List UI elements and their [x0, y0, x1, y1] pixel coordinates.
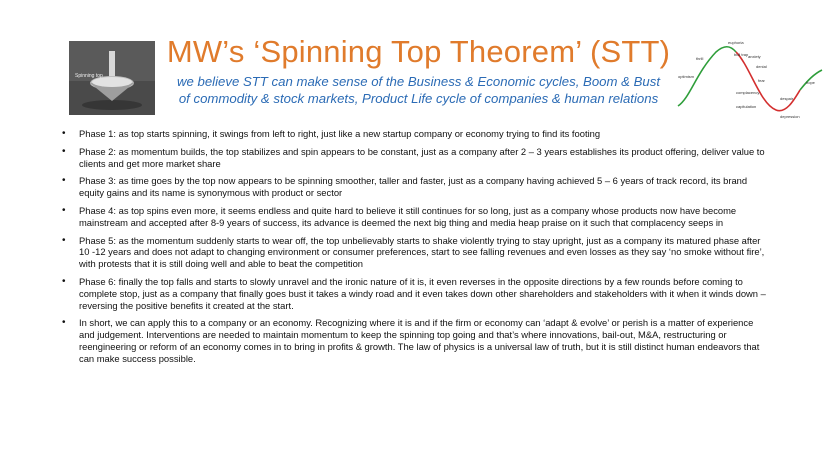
cycle-label-euphoria: euphoria	[728, 40, 744, 45]
cycle-label-denial: denial	[756, 64, 767, 69]
subtitle-line-1: we believe STT can make sense of the Business & Economic cycles, Boom & Bust	[176, 74, 661, 89]
cycle-label-despair: despair	[780, 96, 794, 101]
market-cycle-diagram	[676, 38, 824, 123]
phase-bullet-list	[60, 128, 770, 365]
photo-caption: Spinning top	[75, 73, 103, 79]
cycle-label-optimism: optimism	[678, 74, 695, 79]
cycle-label-anxiety: anxiety	[748, 54, 761, 59]
bullet-phase-1: • Phase 1: as top starts spinning, it swings from left to right, just like a new startup company or economy trying to find its footing	[60, 128, 770, 140]
spinning-top-photo	[69, 41, 155, 115]
bullet-phase-3: • Phase 3: as time goes by the top now appears to be spinning smoother, taller and faster, just as a company having achieved 5 – 6 years of track record, its brand equity gains and its name is synonymous with product or sector	[60, 175, 770, 199]
cycle-label-bull-trap: bull trap	[734, 52, 749, 57]
cycle-label-depression: depression	[780, 114, 800, 119]
bullet-summary: • In short, we can apply this to a company or an economy. Recognizing where it is and if the firm or economy can ‘adapt & evolve’ or perish is a matter of experience and judgement. Interventions are needed to maintain momentum to keep the spinning top going and that’s where innovations, bail-out, M&A, restructuring or reengineering or reform of an economy comes in to bring in profits & growth. The law of physics is a universal law of truth, but it is still distinct human endeavors that can make success possible.	[60, 317, 770, 364]
slide-title: MW’s ‘Spinning Top Theorem’ (STT)	[166, 34, 671, 69]
cycle-curve-falling	[736, 52, 800, 111]
bullet-phase-5: • Phase 5: as the momentum suddenly starts to wear off, the top unbelievably starts to shake violently trying to stay upright, just as a company its matured phase after 10 -12 years and does not adapt to changing environment or consumer preferences, start to see falling revenues and even losses as they say ‘no smoke without fire’, with protests that it is still doing well and able to beat the competition	[60, 235, 770, 270]
subtitle-line-2: of commodity & stock markets, Product Life cycle of companies & human relations	[178, 91, 659, 106]
slide-subtitle	[156, 73, 681, 107]
cycle-label-hope: hope	[806, 80, 815, 85]
bullet-phase-6: • Phase 6: finally the top falls and starts to slowly unravel and the ironic nature of it is, it even reverses in the opposite directions by a few rounds before coming to complete stop, just as a company that finally goes bust it takes a windy road and it even takes down other shareholders and stakeholders with it when it winds down – reversing the positive benefits it created at the start.	[60, 276, 770, 311]
bullet-phase-4: • Phase 4: as top spins even more, it seems endless and quite hard to believe it still continues for so long, just as a company whose products now have become mainstream and accepted after 8-9 years of success, its advance is deemed the next big thing and media heap praise on it such that complacency seeps in	[60, 205, 770, 229]
bullet-phase-2: • Phase 2: as momentum builds, the top stabilizes and spin appears to be constant, just as a company after 2 – 3 years establishes its product offering, deliver value to clients and get more market share	[60, 146, 770, 170]
cycle-label-thrill: thrill	[696, 56, 704, 61]
cycle-label-fear: fear	[758, 78, 765, 83]
cycle-label-complacency: complacency	[736, 90, 760, 95]
cycle-label-capitulation: capitulation	[736, 104, 757, 109]
